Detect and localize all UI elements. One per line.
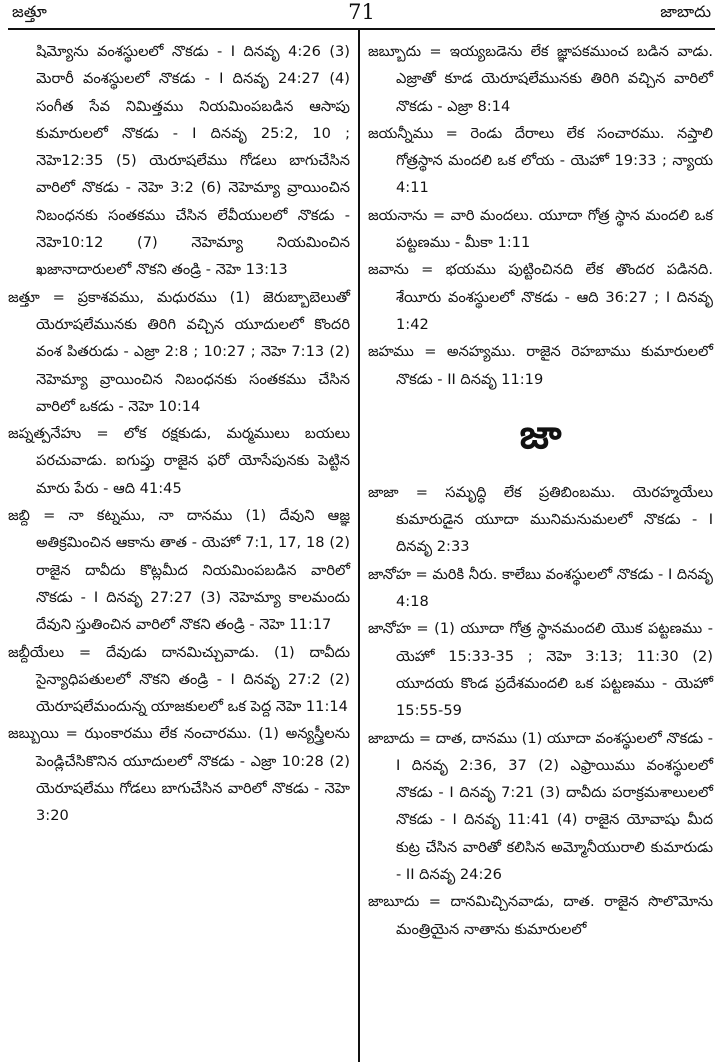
dictionary-entry: జయనాను = వారి మందలు. యూదా గోత్ర స్థాన మందలి ఒక పట్టణము - మీకా 1:11 — [368, 206, 713, 252]
dictionary-entry: జబ్బుయి = ఝంకారము లేక నంచారము. (1) అన్యస్త్రీలను పెండ్లిచేసికొనిన యూదులలో నొకడు - ఎజ్రా 10:28 (2) యెరూషలేము గోడలు బాగుచేసిన వారిలో నొకడు - నెహె 3:20 — [8, 725, 350, 825]
header-rule — [8, 28, 715, 30]
header-left-guide-word: జత్తూ — [12, 2, 47, 21]
header-right-guide-word: జాబాదు — [660, 2, 711, 21]
dictionary-entry: జాబాదు = దాత, దానము (1) యూదా వంశస్థులలో నొకడు - I దినవృ 2:36, 37 (2) ఎఫ్రాయిము వంశస్థులలో నొకడు - I దినవృ 7:21 (3) దావీదు పరాక్రమశాలులలో నొకడు - I దినవృ 11:41 (4) రాజైన యోవాషు మీద కుట్ర చేసిన వారితో కలిసిన అమ్మోనీయురాలి కుమారుడు - II దినవృ 24:26 — [368, 729, 713, 884]
dictionary-entry: జాజా = సమృద్ధి లేక ప్రతిబింబము. యెరహ్మయేలు కుమారుడైన యూదా మునిమనుమలలో నొకడు - I దినవృ 2:33 — [368, 483, 713, 556]
dictionary-entry: జబ్బూదు = ఇయ్యబడెను లేక జ్ఞాపకముంచ బడిన వాడు. ఎజ్రాతో కూడ యెరూషలేమునకు తిరిగి వచ్చిన వారిలో నొకడు - ఎజ్రా 8:14 — [368, 43, 713, 115]
column-divider — [358, 30, 360, 1062]
right-column — [368, 38, 713, 943]
continued-entry: షిమ్యోను వంశస్థులలో నొకడు - I దినవృ 4:26 (3) మెరారీ వంశస్థులలో నొకడు - I దినవృ 24:27 (4) సంగీత సేవ నిమిత్తము నియమింపబడిన ఆసాపు కుమారులలో నొకడు - I దినవృ 25:2, 10 ; నెహె12:35 (5) యెరూషలేము గోడలు బాగుచేసిన వారిలో నొకడు - నెహె 3:2 (6) నెహెమ్యా వ్రాయించిన నిబంధనకు సంతకము చేసిన లేవీయులలో నొకడు - నెహె10:12 (7) నెహెమ్యా నియమించిన ఖజానాదారులలో నొకని తండ్రి - నెహె 13:13 — [36, 43, 350, 279]
section-letter-heading: జా — [519, 411, 562, 458]
dictionary-entry: జబ్ది = నా కట్నము, నా దానము (1) దేవుని ఆజ్ఞ అతిక్రమించిన ఆకాను తాత - యెహో 7:1, 17, 18 (2) రాజైన దావీదు కొట్లమీద నియమింపబడిన వారిలో నొకడు - I దినవృ 27:27 (3) నెహెమ్యా కాలమందు దేవుని స్తుతించిన వారిలో నొకని తండ్రి - నెహె 11:17 — [8, 507, 350, 634]
dictionary-entry: జత్తూ = ప్రకాశవము, మధురము (1) జెరుబ్బాబెలుతో యెరూషలేమునకు తిరిగి వచ్చిన యూదులలో కొందరి వంశ పితరుడు - ఎజ్రా 2:8 ; 10:27 ; నెహె 7:13 (2) నెహెమ్యా వ్రాయించిన నిబంధనకు సంతకము చేసిన వారిలో ఒకడు - నెహె 10:14 — [8, 288, 350, 415]
left-column — [8, 38, 350, 830]
dictionary-entry: జబ్దీయేలు = దేవుడు దానమిచ్చువాడు. (1) దావీదు సైన్యాధిపతులలో నొకని తండ్రి - I దినవృ 27:2 (2) యెరూషలేమందున్న యాజకులలో ఒక పెద్ద నెహె 11:14 — [8, 643, 350, 716]
dictionary-entry: జయన్నీము = రెండు దేరాలు లేక సంచారము. నప్తాలి గోత్రస్థాన మందలి ఒక లోయ - యెహో 19:33 ; న్యాయ 4:11 — [368, 124, 713, 197]
dictionary-entry: జవాను = భయము పుట్టించినది లేక తొందర పడినది. శేయీరు వంశస్థులలో నొకడు - ఆది 36:27 ; I దినవృ 1:42 — [368, 261, 713, 333]
page-header — [0, 0, 723, 36]
dictionary-entry: జహము = అనహ్యము. రాజైన రెహబాము కుమారులలో నొకడు - II దినవృ 11:19 — [368, 343, 713, 388]
dictionary-entry: జప్నత్పనేహు = లోక రక్షకుడు, మర్మములు బయలు పరచువాడు. ఐగుప్తు రాజైన ఫరో యోసేపునకు పెట్టిన మారు పేరు - ఆది 41:45 — [8, 425, 350, 497]
dictionary-entry: జాబూదు = దానమిచ్చినవాడు, దాత. రాజైన సొలొమోను మంత్రియైన నాతాను కుమారులలో — [368, 893, 713, 938]
dictionary-entry: జానోహ = మరికి నీరు. కాలేబు వంశస్థులలో నొకడు - I దినవృ 4:18 — [368, 565, 713, 611]
dictionary-entry: జానోహ = (1) యూదా గోత్ర స్థానమందలి యొక పట్టణము - యెహో 15:33-35 ; నెహె 3:13; 11:30 (2) యూదయ కొండ ప్రదేశమందలి ఒక పట్టణము - యెహో 15:55-59 — [368, 620, 713, 720]
page-number: 71 — [348, 0, 375, 24]
